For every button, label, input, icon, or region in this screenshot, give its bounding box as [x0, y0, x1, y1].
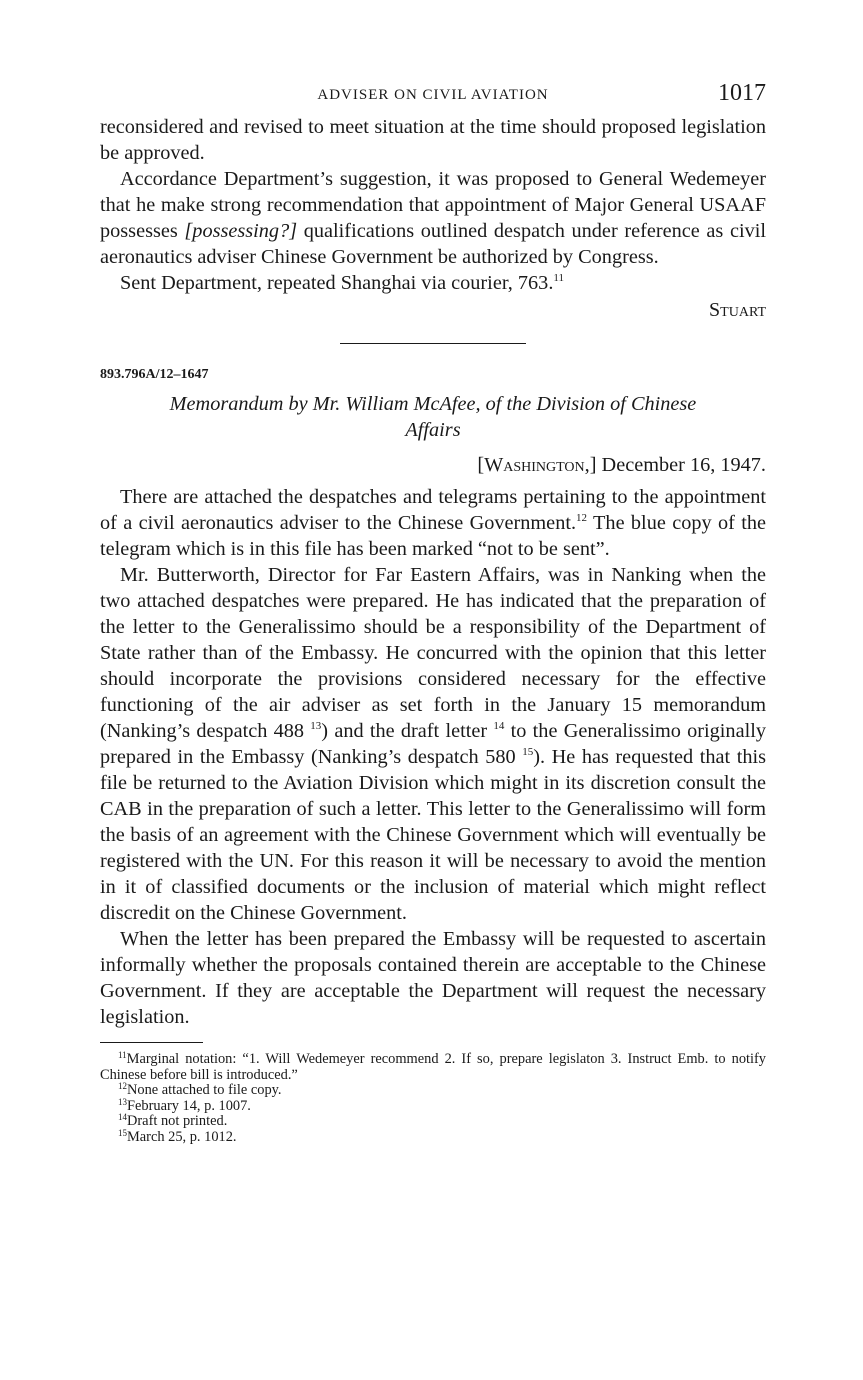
signature: Stuart: [709, 299, 766, 321]
telegram-paragraph-1: reconsidered and revised to meet situation at the time should proposed legislation be approved.: [100, 116, 766, 164]
memo-paragraph-1-text-a: There are attached the despatches and telegrams pertaining to the appointment of a civil aeronautics adviser to the Chinese Government.: [100, 486, 766, 534]
bracketed-insertion: [possessing?]: [184, 220, 298, 242]
footnote-text: Marginal notation: “1. Will Wedemeyer recommend 2. If so, prepare legislaton 3. Instruct Emb. to notify Chinese before bill is introduced.”: [100, 1051, 766, 1083]
memo-paragraph-1-text-b: The blue copy of the telegram which is in this file has been marked “not to be sent”.: [100, 512, 767, 560]
footnote-divider: [100, 1042, 203, 1043]
footnote-number: 12: [118, 1081, 127, 1092]
footnote-number: 11: [118, 1050, 127, 1060]
file-number: 893.796A/12–1647: [100, 367, 209, 382]
footnote-14: [100, 1114, 766, 1130]
memo-paragraph-2-text-a: Mr. Butterworth, Director for Far Eastern Affairs, was in Nanking when the two attached despatches were prepared. He has indicated that the preparation of the letter to the Generalissimo should be a responsibility of the Department of State rather than of the Embassy. He concurred with the opinion that this letter should incorporate the provisions considered necessary for the effective functioning of the air adviser as set forth in the January 15 memorandum (Nanking’s despatch 488: [100, 564, 766, 742]
footnote-ref-15: 15: [522, 746, 534, 758]
footnote-11: [100, 1052, 766, 1083]
footnote-text: February 14, p. 1007.: [127, 1097, 251, 1114]
running-head: ADVISER ON CIVIL AVIATION: [317, 87, 549, 103]
footnote-number: 15: [118, 1127, 127, 1138]
telegram-paragraph-2-text-b: qualifications outlined despatch under reference as civil aeronautics adviser Chinese Government be authorized by Congress.: [100, 220, 766, 268]
footnote-ref-13: 13: [310, 720, 322, 732]
dateline: [100, 452, 766, 478]
footnote-text: None attached to file copy.: [127, 1082, 282, 1099]
footnote-12: [100, 1083, 766, 1099]
telegram-paragraph-3: [100, 270, 766, 296]
memo-title-line-1: Memorandum by Mr. William McAfee, of the Division of Chinese: [169, 393, 697, 415]
memo-paragraph-2-text-b: ) and the draft letter: [321, 720, 494, 742]
memo-paragraph-2-text-d: ). He has requested that this file be returned to the Aviation Division which might in its discretion consult the CAB in the preparation of such a letter. This letter to the Generalissimo will form the basis of an agreement with the Chinese Government which will eventually be registered with the UN. For this reason it will be necessary to avoid the mention in it of classified documents or the inclusion of material which might reflect discredit on the Chinese Government.: [100, 746, 766, 924]
page-header: [100, 80, 766, 114]
page-number: 1017: [718, 80, 766, 106]
dateline-date: December 16, 1947.: [601, 454, 766, 476]
footnote-ref-12: 12: [576, 512, 588, 524]
footnote-text: March 25, p. 1012.: [127, 1128, 237, 1145]
memo-paragraph-3: When the letter has been prepared the Embassy will be requested to ascertain informally whether the proposals contained therein are acceptable to the Chinese Government. If they are acceptable the Department will request the necessary legislation.: [100, 928, 766, 1028]
footnote-number: 14: [118, 1112, 127, 1123]
telegram-paragraph-3-text: Sent Department, repeated Shanghai via courier, 763.: [120, 272, 554, 294]
footnote-ref-14: 14: [493, 720, 505, 732]
memo-paragraph-1: [100, 484, 766, 562]
memo-title-line-2: Affairs: [405, 419, 461, 441]
document-page: [100, 80, 766, 1146]
footnote-ref-11: 11: [553, 272, 564, 284]
memo-paragraph-2-text-c: to the Generalissimo originally prepared in the Embassy (Nanking’s despatch 580: [100, 720, 766, 768]
memo-paragraph-2: [100, 562, 766, 926]
section-divider: [340, 343, 526, 344]
footnote-number: 13: [118, 1096, 127, 1107]
footnotes: [100, 1052, 766, 1146]
memo-title: [100, 391, 766, 443]
telegram-paragraph-2: [100, 166, 766, 270]
telegram-paragraph-2-text-a: Accordance Department’s suggestion, it was proposed to General Wedemeyer that he make strong recommendation that appointment of Major General USAAF possesses: [100, 168, 766, 242]
footnote-15: [100, 1127, 766, 1146]
dateline-place: [Washington,]: [477, 454, 597, 476]
footnote-text: Draft not printed.: [127, 1113, 228, 1130]
